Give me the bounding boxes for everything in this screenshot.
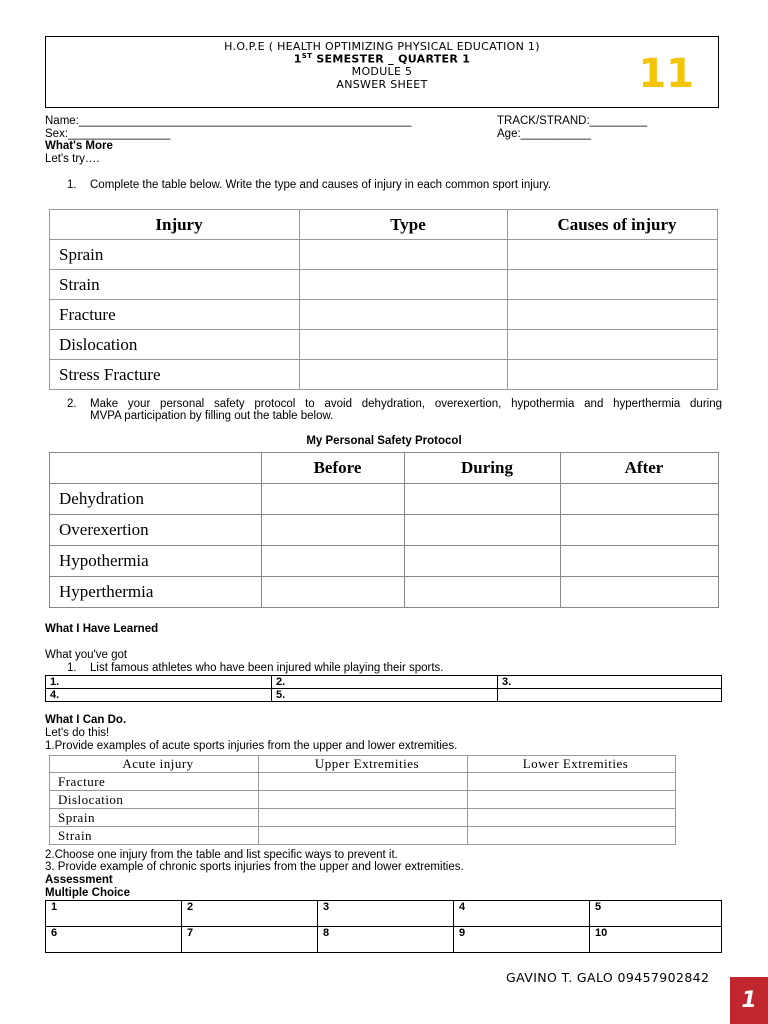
row-label: Overexertion	[50, 515, 262, 546]
row-label: Hyperthermia	[50, 577, 262, 608]
athlete-cell[interactable]: 3.	[498, 676, 722, 689]
upper-cell[interactable]	[259, 809, 468, 827]
after-cell[interactable]	[561, 577, 719, 608]
q1-text: Complete the table below. Write the type and causes of injury in each common sport injury.	[90, 179, 552, 191]
answer-cell[interactable]: 8	[318, 927, 454, 953]
semester-rest: SEMESTER _ QUARTER 1	[312, 52, 471, 66]
athlete-cell[interactable]: 2.	[272, 676, 498, 689]
athlete-cell[interactable]	[498, 689, 722, 702]
page-number-badge: 1	[730, 977, 768, 1024]
q1-number: 1.	[67, 179, 77, 191]
before-cell[interactable]	[262, 484, 405, 515]
lower-cell[interactable]	[468, 773, 676, 791]
can-do-intro: Let's do this!	[45, 727, 110, 739]
th-causes: Causes of injury	[508, 210, 718, 240]
grade-number: 11	[638, 51, 694, 97]
type-cell[interactable]	[300, 240, 508, 270]
th-acute-injury: Acute injury	[50, 756, 259, 773]
answer-grid	[45, 900, 722, 953]
athletes-table	[45, 675, 722, 702]
type-cell[interactable]	[300, 330, 508, 360]
th-upper: Upper Extremities	[259, 756, 468, 773]
athlete-cell[interactable]: 1.	[46, 676, 272, 689]
learned-intro: What you've got	[45, 649, 128, 661]
can-do-heading: What I Can Do.	[45, 714, 127, 726]
semester-number: 1	[293, 52, 302, 66]
assessment-heading: Assessment	[45, 874, 113, 886]
causes-cell[interactable]	[508, 330, 718, 360]
during-cell[interactable]	[405, 546, 561, 577]
q2-text-line1: Make your personal safety protocol to avoid dehydration, overexertion, hypothermia and hyperthermia during	[90, 398, 722, 410]
causes-cell[interactable]	[508, 360, 718, 390]
lower-cell[interactable]	[468, 827, 676, 845]
name-field[interactable]: Name:____________________________________________________	[45, 115, 412, 127]
upper-cell[interactable]	[259, 791, 468, 809]
whats-more-heading: What's More	[45, 140, 113, 152]
type-cell[interactable]	[300, 360, 508, 390]
whats-more-intro: Let's try….	[45, 153, 100, 165]
type-cell[interactable]	[300, 300, 508, 330]
th-injury: Injury	[50, 210, 300, 240]
athlete-cell[interactable]: 4.	[46, 689, 272, 702]
learned-q1-text: List famous athletes who have been injured while playing their sports.	[90, 662, 444, 674]
after-cell[interactable]	[561, 546, 719, 577]
after-cell[interactable]	[561, 484, 719, 515]
causes-cell[interactable]	[508, 270, 718, 300]
answer-sheet-label: ANSWER SHEET	[336, 78, 428, 91]
th-during: During	[405, 453, 561, 484]
q2-number: 2.	[67, 398, 77, 410]
row-label: Dehydration	[50, 484, 262, 515]
module-label: MODULE 5	[351, 65, 413, 78]
row-label: Dislocation	[50, 330, 300, 360]
can-do-q2: 2.Choose one injury from the table and list specific ways to prevent it.	[45, 849, 398, 861]
learned-heading: What I Have Learned	[45, 623, 159, 635]
safety-protocol-title: My Personal Safety Protocol	[306, 435, 462, 447]
row-label: Hypothermia	[50, 546, 262, 577]
author-contact: GAVINO T. GALO 09457902842	[506, 970, 710, 985]
row-label: Strain	[50, 270, 300, 300]
can-do-q1: 1.Provide examples of acute sports injuries from the upper and lower extremities.	[45, 740, 458, 752]
course-title: H.O.P.E ( HEALTH OPTIMIZING PHYSICAL EDUCATION 1)	[224, 40, 540, 53]
causes-cell[interactable]	[508, 300, 718, 330]
answer-cell[interactable]: 10	[590, 927, 722, 953]
th-blank	[50, 453, 262, 484]
answer-cell[interactable]: 4	[454, 901, 590, 927]
semester-sup: ST	[301, 52, 313, 60]
row-label: Fracture	[50, 300, 300, 330]
before-cell[interactable]	[262, 546, 405, 577]
injury-table	[49, 209, 718, 390]
before-cell[interactable]	[262, 515, 405, 546]
semester-line	[46, 52, 718, 66]
during-cell[interactable]	[405, 484, 561, 515]
header-box	[45, 36, 719, 108]
upper-cell[interactable]	[259, 773, 468, 791]
th-type: Type	[300, 210, 508, 240]
row-label: Stress Fracture	[50, 360, 300, 390]
row-label: Sprain	[50, 240, 300, 270]
answer-cell[interactable]: 2	[182, 901, 318, 927]
before-cell[interactable]	[262, 577, 405, 608]
sex-field[interactable]: Sex:________________	[45, 128, 171, 140]
th-after: After	[561, 453, 719, 484]
during-cell[interactable]	[405, 515, 561, 546]
answer-cell[interactable]: 5	[590, 901, 722, 927]
track-field[interactable]: TRACK/STRAND:_________	[497, 115, 648, 127]
type-cell[interactable]	[300, 270, 508, 300]
answer-cell[interactable]: 7	[182, 927, 318, 953]
during-cell[interactable]	[405, 577, 561, 608]
causes-cell[interactable]	[508, 240, 718, 270]
can-do-q3: 3. Provide example of chronic sports injuries from the upper and lower extremities.	[45, 861, 464, 873]
row-label: Sprain	[50, 809, 259, 827]
athlete-cell[interactable]: 5.	[272, 689, 498, 702]
q2-text-line2: MVPA participation by filling out the table below.	[90, 410, 334, 422]
upper-cell[interactable]	[259, 827, 468, 845]
row-label: Dislocation	[50, 791, 259, 809]
answer-cell[interactable]: 9	[454, 927, 590, 953]
lower-cell[interactable]	[468, 809, 676, 827]
row-label: Fracture	[50, 773, 259, 791]
th-before: Before	[262, 453, 405, 484]
th-lower: Lower Extremities	[468, 756, 676, 773]
acute-injury-table	[49, 755, 676, 845]
safety-protocol-table	[49, 452, 719, 608]
multiple-choice-label: Multiple Choice	[45, 887, 130, 899]
age-field[interactable]: Age:___________	[497, 128, 592, 140]
answer-cell[interactable]: 3	[318, 901, 454, 927]
answer-cell[interactable]: 6	[46, 927, 182, 953]
row-label: Strain	[50, 827, 259, 845]
lower-cell[interactable]	[468, 791, 676, 809]
learned-q1-number: 1.	[67, 662, 77, 674]
after-cell[interactable]	[561, 515, 719, 546]
answer-cell[interactable]: 1	[46, 901, 182, 927]
